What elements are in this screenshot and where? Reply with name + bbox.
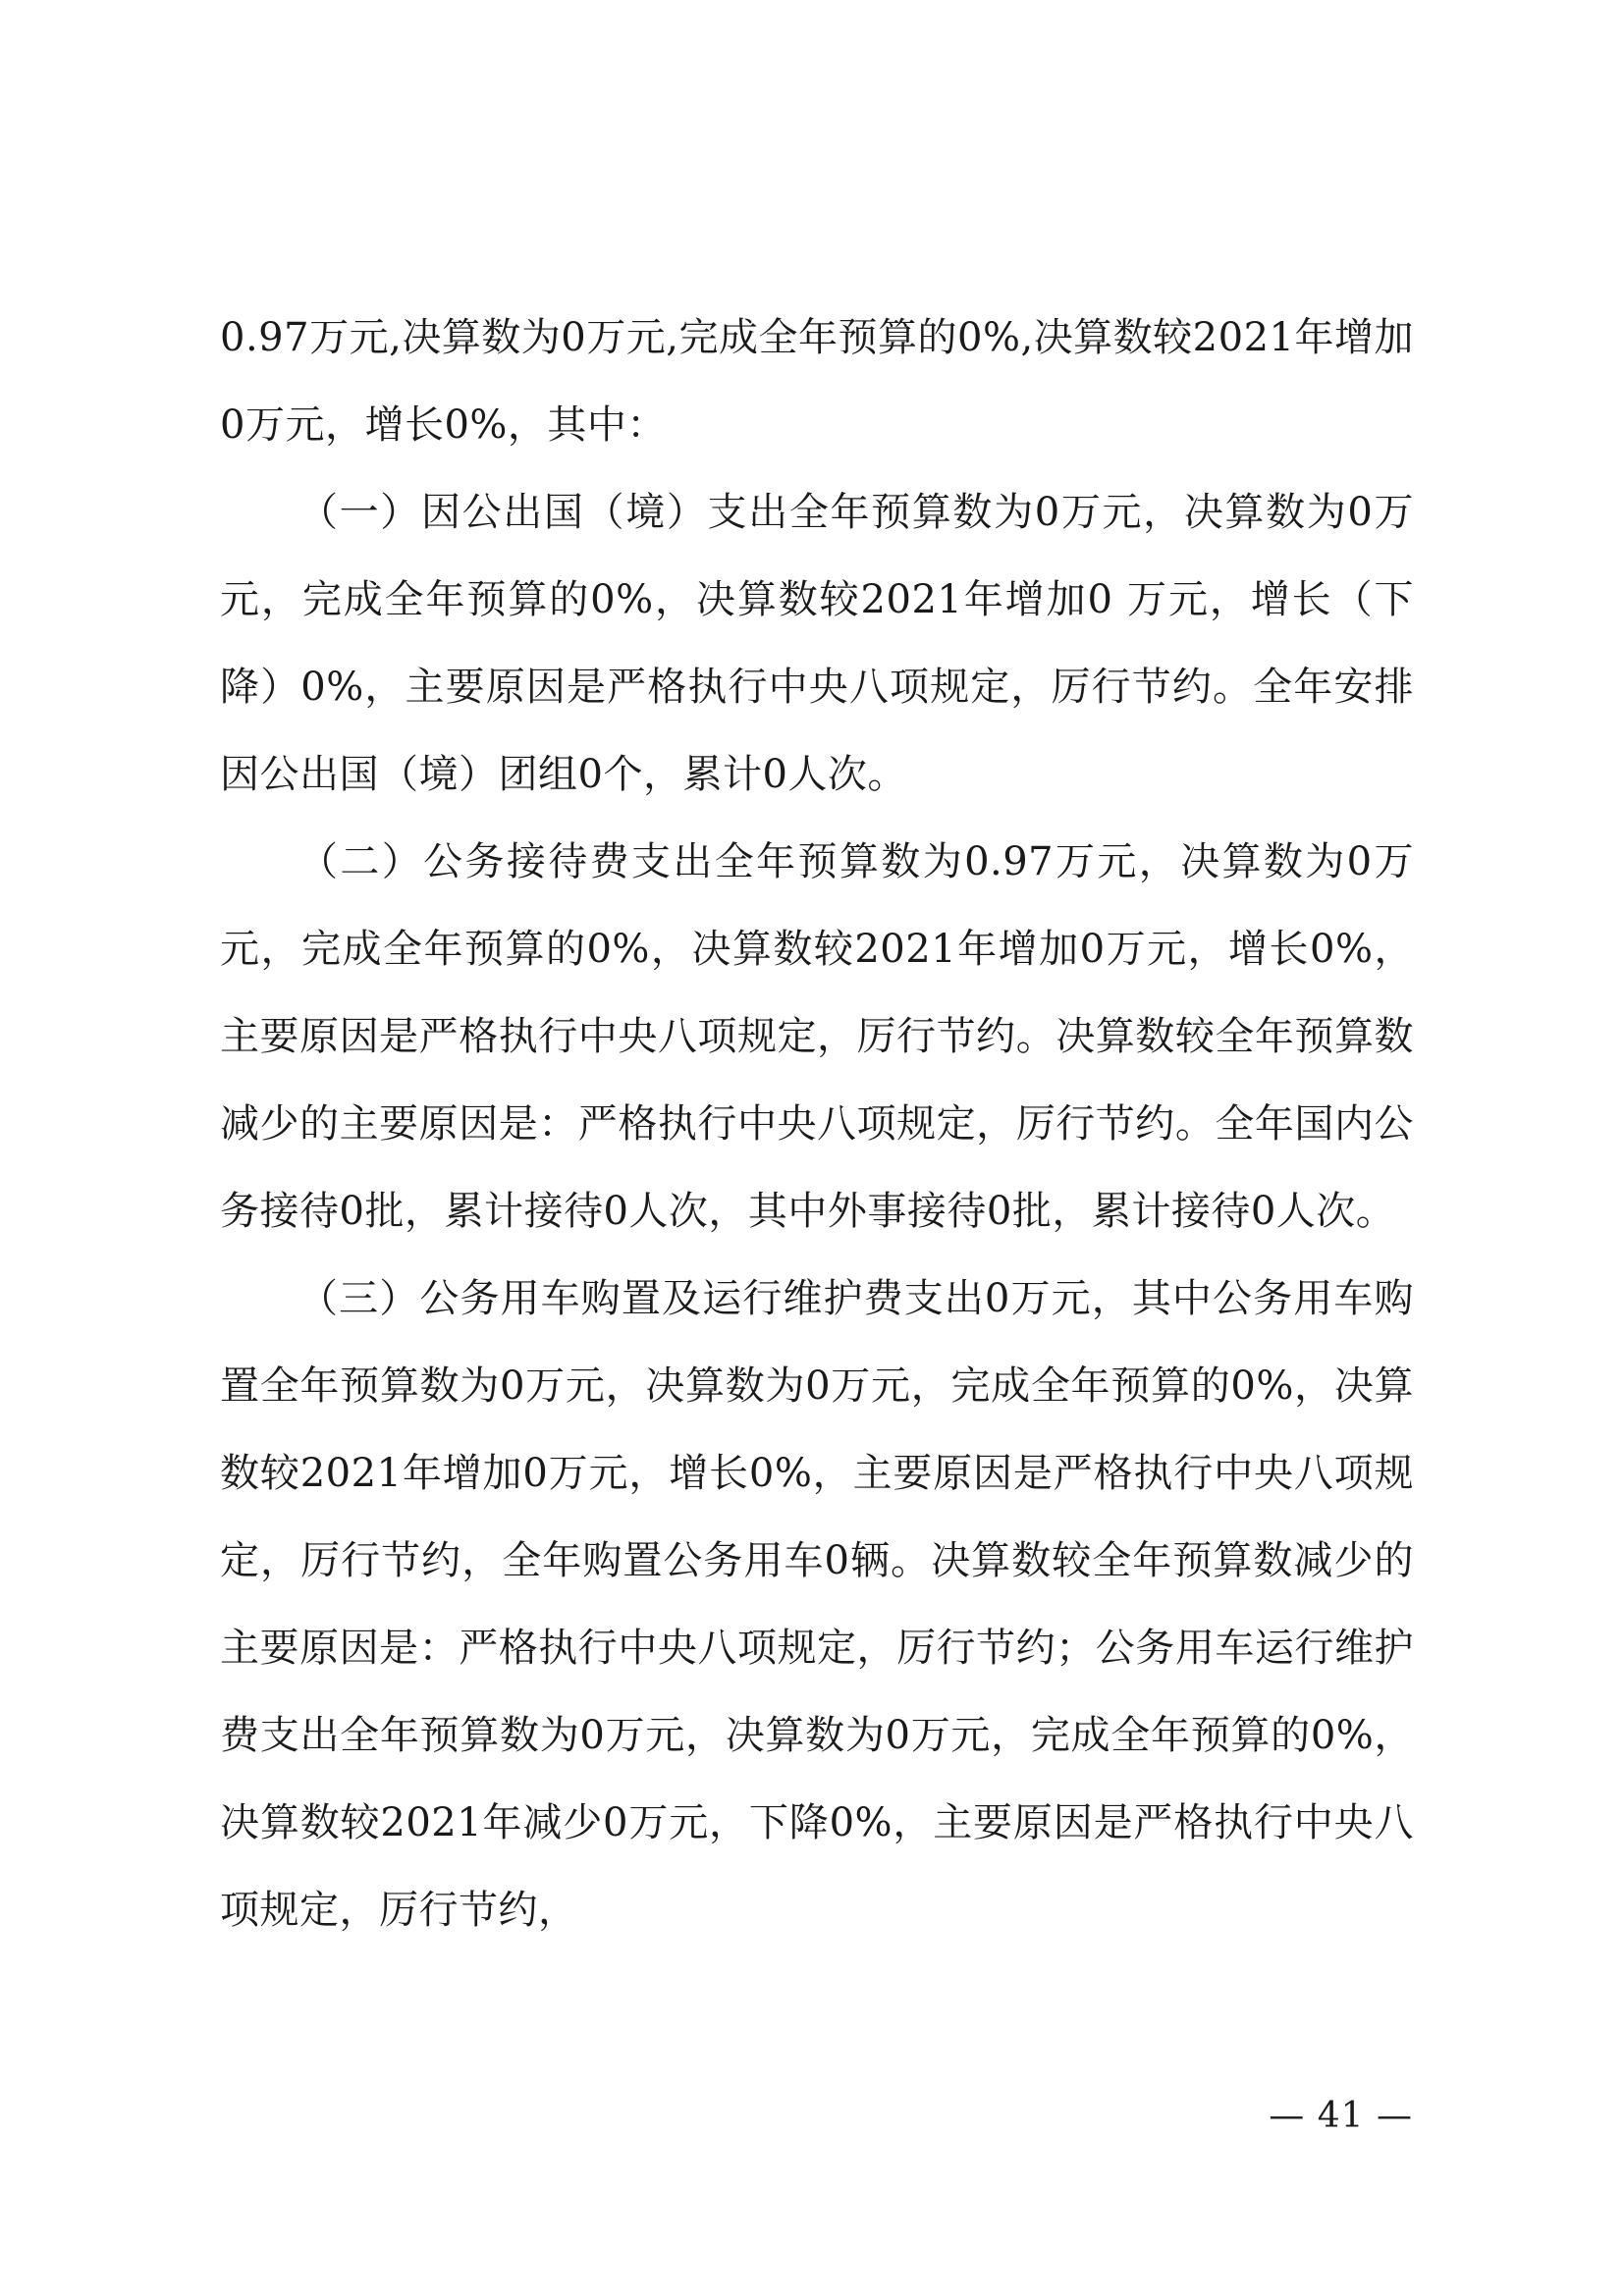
paragraph-official-vehicles: （三）公务用车购置及运行维护费支出0万元，其中公务用车购置全年预算数为0万元，决算数为0万元，完成全年预算的0%，决算数较2021年增加0万元，增长0%，主要原因是严格执行中央八项规定，厉行节约，全年购置公务用车0辆。决算数较全年预算数减少的主要原因是：严格执行中央八项规定，厉行节约；公务用车运行维护费支出全年预算数为0万元，决算数为0万元，完成全年预算的0%，决算数较2021年减少0万元，下降0%，主要原因是严格执行中央八项规定，厉行节约， [220, 1276, 1414, 1933]
paragraph-official-reception: （二）公务接待费支出全年预算数为0.97万元，决算数为0万元，完成全年预算的0%，决算数较2021年增加0万元，增长0%，主要原因是严格执行中央八项规定，厉行节约。决算数较全年预算数减少的主要原因是：严格执行中央八项规定，厉行节约。全年国内公务接待0批，累计接待0人次，其中外事接待0批，累计接待0人次。 [220, 839, 1414, 1234]
paragraph-overseas-travel: （一）因公出国（境）支出全年预算数为0万元，决算数为0万元，完成全年预算的0%，决算数较2021年增加0 万元，增长（下降）0%，主要原因是严格执行中央八项规定，厉行节约。全年安排因公出国（境）团组0个，累计0人次。 [220, 490, 1414, 797]
document-body [220, 294, 1414, 1954]
page-number: — 41 — [1269, 2096, 1413, 2136]
paragraph-intro: 0.97万元,决算数为0万元,完成全年预算的0%,决算数较2021年增加0万元，增长0%，其中： [220, 315, 1414, 448]
